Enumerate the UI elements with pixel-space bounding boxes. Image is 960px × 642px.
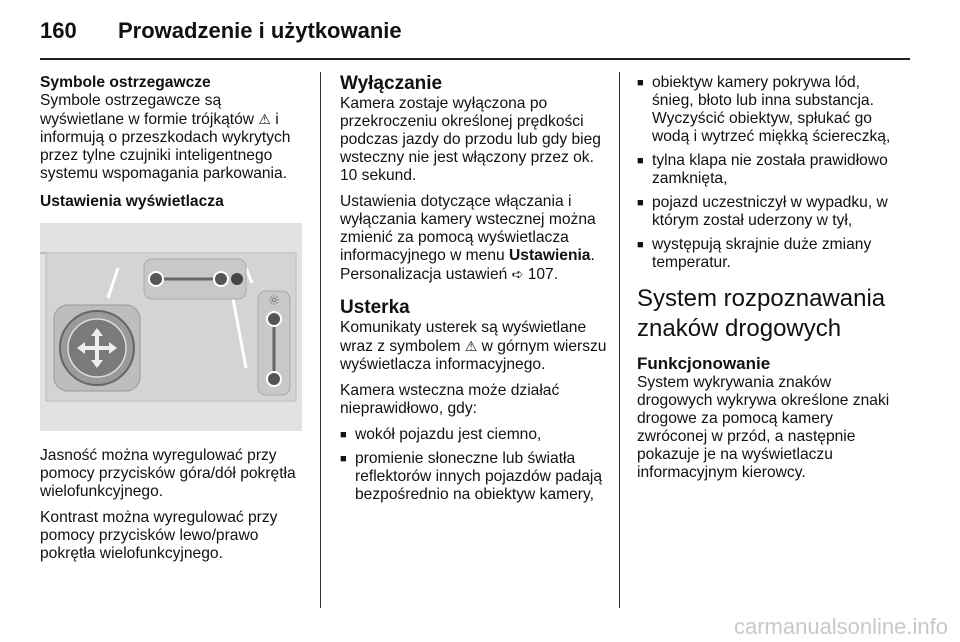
list-item: ■ tylna klapa nie została prawidłowo zamknięta, <box>637 152 905 188</box>
list-item: ■ pojazd uczestniczył w wypadku, w którym został uderzony w tył, <box>637 194 905 230</box>
header-rule <box>40 58 910 60</box>
malfunction-list-continued <box>637 74 905 272</box>
page-reference-link[interactable]: 107 <box>527 266 554 283</box>
camera-display-diagram <box>40 223 302 431</box>
column-3 <box>637 74 905 490</box>
page-reference-arrow-icon: ➪ <box>511 266 524 282</box>
settings-menu-name: Ustawienia <box>509 247 591 264</box>
switch-off-text: Kamera zostaje wyłączona po przekroczeniu określonej prędkości podczas jazdy do przodu lub gdy bieg wsteczny nie jest włączony przez ok. 10 sekund. <box>340 95 601 184</box>
list-item: ■ występują skrajnie duże zmiany temperatur. <box>637 236 905 272</box>
fault-text: Komunikaty usterek są wyświetlane wraz z symbolem ⚠ w górnym wierszu wyświetlacza informacyjnego. <box>340 319 607 373</box>
function-heading: Funkcjonowanie <box>637 354 771 373</box>
svg-text:☼: ☼ <box>267 293 281 309</box>
warning-symbols-heading: Symbole ostrzegawcze <box>40 74 211 91</box>
page-number: 160 <box>40 18 77 43</box>
malfunction-intro: Kamera wsteczna może działać nieprawidłowo, gdy: <box>340 382 560 417</box>
switch-off-heading: Wyłączanie <box>340 73 443 94</box>
list-item: ■ promienie słoneczne lub światła reflektorów innych pojazdów padają bezpośrednio na obiektyw kamery, <box>340 450 608 504</box>
section-heading: System rozpoznawania znaków drogowych <box>637 285 886 342</box>
column-1 <box>40 74 306 571</box>
malfunction-list <box>340 426 608 504</box>
contrast-text: Kontrast można wyregulować przy pomocy przycisków lewo/prawo pokrętła wielofunkcyjnego. <box>40 509 278 562</box>
column-divider-2 <box>619 72 620 608</box>
fault-heading: Usterka <box>340 297 410 318</box>
warning-symbols-text: Symbole ostrzegawcze są wyświetlane w formie trójkątów ⚠ i informują o przeszkodach wykrytych przez tylne czujniki inteligentnego systemu wspomagania parkowania. <box>40 92 291 182</box>
warning-triangle-icon: ⚠ <box>258 111 271 127</box>
page-header <box>40 18 402 48</box>
list-item: ■ obiektyw kamery pokrywa lód, śnieg, błoto lub inna substancja. Wyczyścić obiektyw, spłukać go wodą i wytrzeć miękką ściereczką, <box>637 74 905 146</box>
list-item: ■ wokół pojazdu jest ciemno, <box>340 426 608 444</box>
display-settings-heading: Ustawienia wyświetlacza <box>40 193 224 210</box>
display-settings-illustration <box>40 223 302 431</box>
watermark: carmanualsonline.info <box>733 614 948 639</box>
brightness-text: Jasność można wyregulować przy pomocy przycisków góra/dół pokrętła wielofunkcyjnego. <box>40 447 296 500</box>
page-title: Prowadzenie i użytkowanie <box>118 18 402 43</box>
function-text: System wykrywania znaków drogowych wykrywa określone znaki drogowe za pomocą kamery zwróconej w przód, a następnie pokazuje je na wyświetlaczu informacyjnym kierowcy. <box>637 374 890 481</box>
column-divider-1 <box>320 72 321 608</box>
column-2 <box>340 74 608 510</box>
settings-text: Ustawienia dotyczące włączania i wyłączania kamery wstecznej można zmienić za pomocą wyświetlacza informacyjnego w menu Ustawienia. Personalizacja ustawień ➪ 107. <box>340 193 596 283</box>
warning-triangle-icon: ⚠ <box>464 338 478 354</box>
